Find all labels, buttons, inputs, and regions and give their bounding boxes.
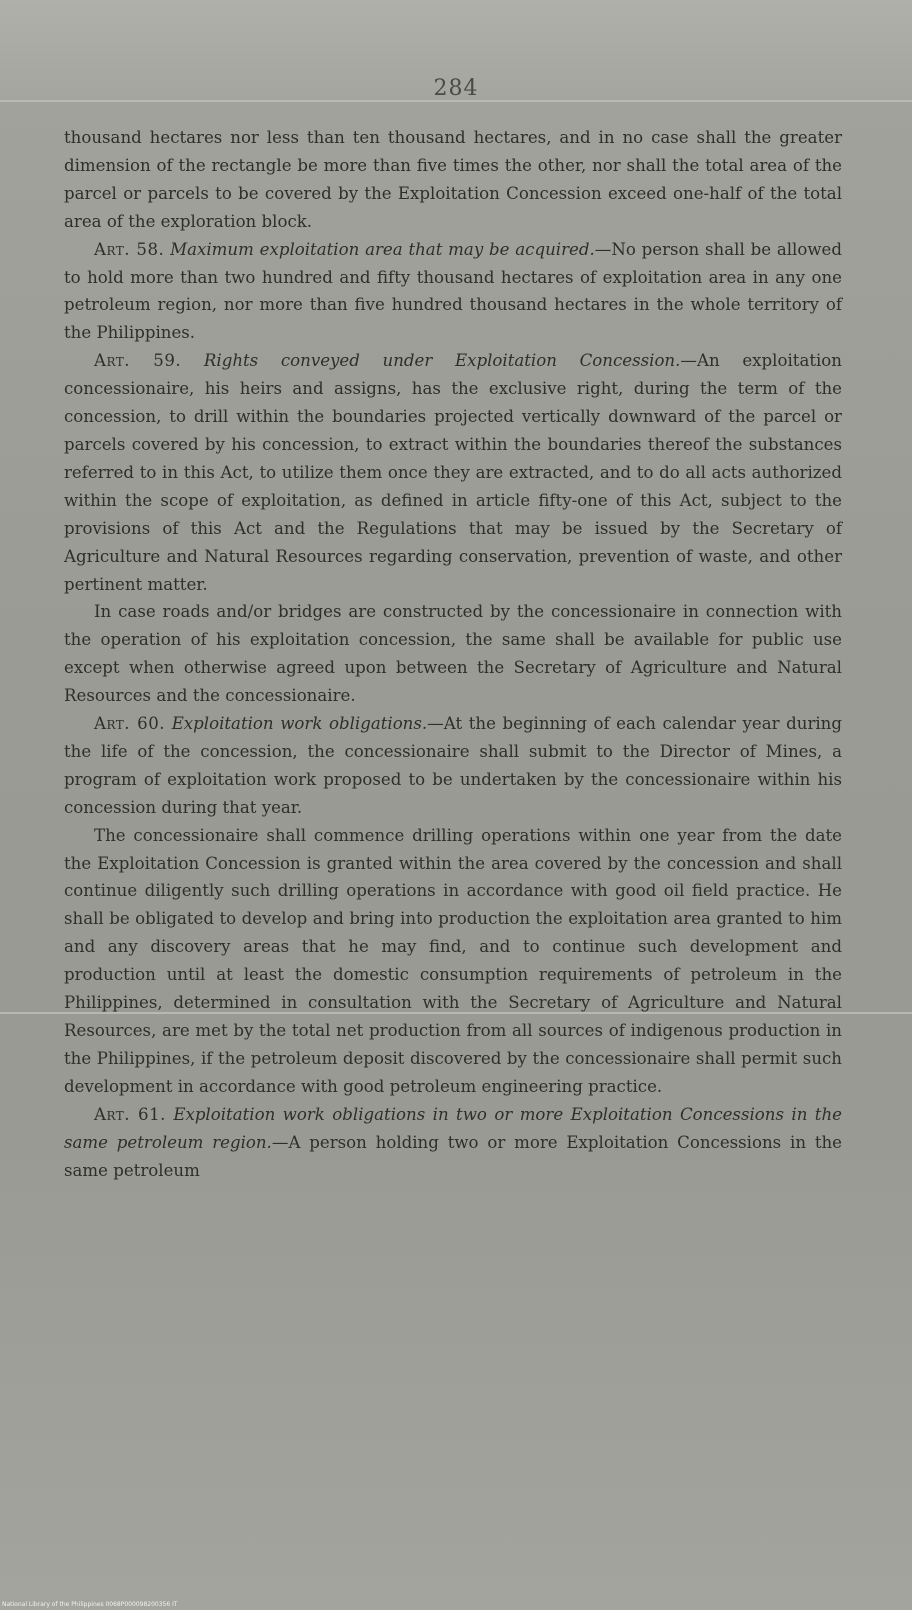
paragraph-roads-bridges: In case roads and/or bridges are constructed by the concessionaire in connection with the operation of his exploitation concession, the same shall be available for public use except when otherwise agreed upon between the Secretary of Agriculture and Natural Resources and the concessionaire.	[64, 602, 842, 706]
article-61	[64, 1101, 842, 1185]
document-body	[64, 124, 842, 1184]
article-58	[64, 236, 842, 348]
article-59-title: Rights conveyed under Exploitation Concession.—	[203, 351, 697, 371]
article-60-title: Exploitation work obligations.—	[171, 714, 444, 734]
article-60-body: At the beginning of each calendar year during the life of the concession, the concessionaire shall submit to the Director of Mines, a program of exploitation work proposed to be undertaken by the concessionaire within his concession during that year.	[64, 714, 842, 817]
article-58-body: No person shall be allowed to hold more than two hundred and fifty thousand hectares of exploitation area in any one petroleum region, nor more than five hundred thousand hectares in the whole territory of the Philippines.	[64, 239, 842, 343]
article-58-title: Maximum exploitation area that may be acquired.—	[170, 239, 612, 259]
article-59-body: An exploitation concessionaire, his heirs and assigns, has the exclusive right, during the term of the concession, to drill within the boundaries projected vertically downward of the parcel or parcels covered by his concession, to extract within the boundaries thereof the substances referred to in this Act, to utilize them once they are extracted, and to do all acts authorized within the scope of exploitation, as defined in article fifty-one of this Act, subject to the provisions of this Act and the Regulations that may be issued by the Secretary of Agriculture and Natural Resources regarding conservation, prevention of waste, and other pertinent matter.	[64, 351, 842, 594]
article-59	[64, 347, 842, 598]
article-61-title: Exploitation work obligations in two or more Exploitation Concessions in the same petroleum region.—	[64, 1104, 842, 1152]
article-60	[64, 710, 842, 822]
paragraph-continuation: thousand hectares nor less than ten thousand hectares, and in no case shall the greater dimension of the rectangle be more than five times the other, nor shall the total area of the parcel or parcels to be covered by the Exploitation Concession exceed one-half of the total area of the exploration block.	[64, 128, 842, 231]
article-58-label: Art. 58.	[94, 239, 165, 259]
library-footer: National Library of the Philippines 0068P000098200356 IT	[2, 1601, 178, 1608]
article-61-body: A person holding two or more Exploitation Concessions in the same petroleum	[64, 1132, 843, 1180]
article-61-label: Art. 61.	[94, 1104, 166, 1124]
article-60-label: Art. 60.	[94, 714, 166, 734]
article-59-label: Art. 59.	[94, 351, 182, 371]
page-number: 284	[433, 76, 479, 101]
paragraph-drilling-operations: The concessionaire shall commence drilling operations within one year from the date the Exploitation Concession is granted within the area covered by the concession and shall continue diligently such drilling operations in accordance with good oil field practice. He shall be obligated to develop and bring into production the exploitation area granted to him and any discovery areas that he may find, and to continue such development and production until at least the domestic consumption requirements of petroleum in the Philippines, determined in consultation with the Secretary of Agriculture and Natural Resources, are met by the total net production from all sources of indigenous production in the Philippines, if the petroleum deposit discovered by the concessionaire shall permit such development in accordance with good petroleum engineering practice.	[64, 825, 842, 1096]
